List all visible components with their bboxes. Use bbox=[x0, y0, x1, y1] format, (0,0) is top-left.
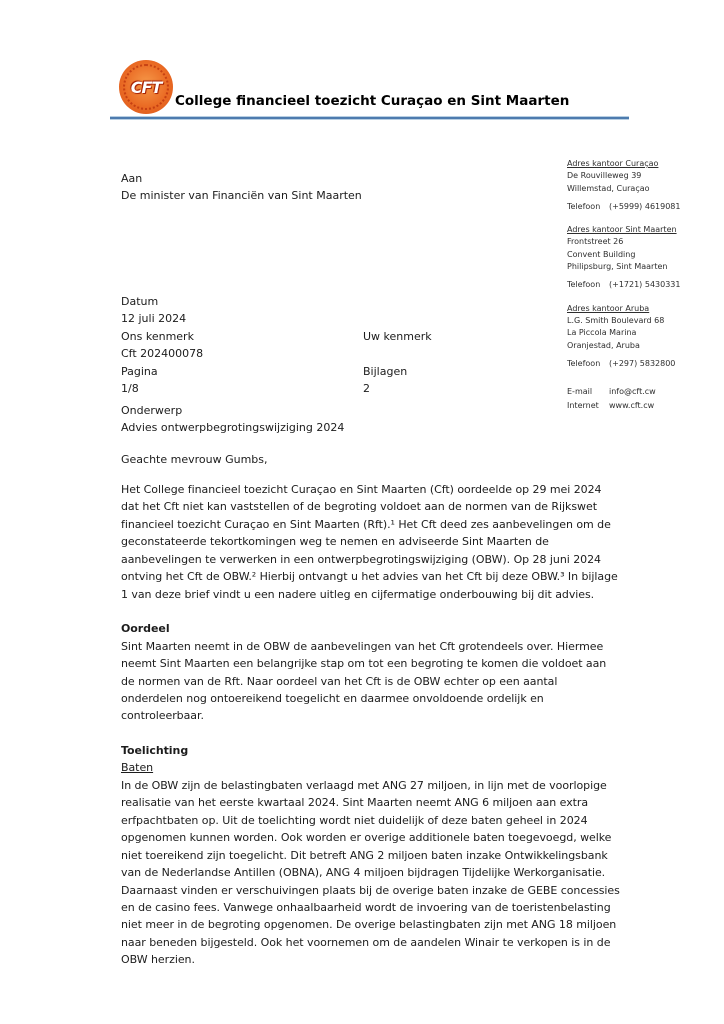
website-label: Internet bbox=[567, 401, 599, 411]
website-url: www.cft.cw bbox=[609, 401, 655, 411]
office-title: Adres kantoor Sint Maarten bbox=[567, 225, 677, 235]
subject-value: Advies ontwerpbegrotingswijziging 2024 bbox=[121, 421, 345, 435]
datum-value: 12 juli 2024 bbox=[121, 312, 187, 326]
cft-logo-icon bbox=[119, 60, 173, 114]
office-address-line: Frontstreet 26 bbox=[567, 237, 624, 247]
office-address-line: Philipsburg, Sint Maarten bbox=[567, 262, 668, 272]
bijlagen-label: Bijlagen bbox=[363, 364, 408, 378]
office-address-line: L.G. Smith Boulevard 68 bbox=[567, 315, 665, 325]
cft-logo-text: CFT bbox=[130, 77, 162, 97]
phone-label: Telefoon bbox=[567, 201, 601, 211]
datum-label: Datum bbox=[121, 295, 159, 308]
uw-kenmerk-value bbox=[363, 345, 621, 362]
baten-paragraph: In de OBW zijn de belastingbaten verlaagd met ANG 27 miljoen, in lijn met de voorlopige realisatie van het eerste kwartaal 2024. Sint Maarten neemt ANG 6 miljoen aan extra erfpachtbaten op. Uit de toelichting wordt niet duidelijk of deze baten geheel in 2024 opgenomen kunnen worden. Ook worden er overige additionele baten toegevoegd, welke niet toereikend zijn toegelicht. Dit betreft ANG 2 miljoen baten inzake Ontwikkelingsbank van de Nederlandse Antillen (OBNA), ANG 4 miljoen bijdragen Tijdelijke Werkorganisatie. Daarnaast vinden er verschuivingen plaats bij de overige baten inzake de GEBE concessies en de casino fees. Vanwege onhaalbaarheid wordt de invoering van de toeristenbelasting niet meer in de begroting opgenomen. De overige belastingbaten zijn met ANG 18 miljoen naar beneden bijgesteld. Ook het voornemen om de aandelen Winair te verkopen is in de OBW herzien. bbox=[121, 778, 620, 967]
meta-row-datum-value bbox=[121, 310, 621, 327]
intro-paragraph: Het College financieel toezicht Curaçao en Sint Maarten (Cft) oordeelde op 29 mei 2024 dat het Cft niet kan vaststellen of de begroting voldoet aan de normen van de Rijkswet financieel toezicht Curaçao en Sint Maarten (Rft).¹ Het Cft deed zes aanbevelingen om de geconstateerde tekortkomingen weg te nemen en adviseerde Sint Maarten de aanbevelingen te verwerken in een ontwerpbegrotingswijziging (OBW). Op 28 juni 2024 ontving het Cft de OBW.² Hierbij ontvangt u het advies van het Cft bij deze OBW.³ In bijlage 1 van deze brief vindt u een nadere uitleg en cijfermatige onderbouwing bij dit advies. bbox=[121, 483, 618, 601]
letter-meta-block bbox=[121, 293, 621, 397]
ons-kenmerk-label: Ons kenmerk bbox=[121, 329, 194, 343]
phone-label: Telefoon bbox=[567, 280, 601, 290]
subject-label: Onderwerp bbox=[121, 404, 183, 417]
pagina-value: 1/8 bbox=[121, 382, 139, 396]
recipient-name: De minister van Financiën van Sint Maarten bbox=[121, 189, 362, 203]
office-title: Adres kantoor Curaçao bbox=[567, 159, 659, 168]
office-address-line: De Rouvilleweg 39 bbox=[567, 171, 642, 181]
letter-body bbox=[121, 481, 621, 969]
email-address: info@cft.cw bbox=[609, 387, 656, 397]
ons-kenmerk-value: Cft 202400078 bbox=[121, 347, 204, 361]
uw-kenmerk-label: Uw kenmerk bbox=[363, 329, 432, 343]
recipient-block bbox=[121, 170, 362, 205]
phone-label: Telefoon bbox=[567, 358, 601, 368]
meta-row-pagina-labels bbox=[121, 363, 621, 380]
meta-row-datum-label bbox=[121, 293, 621, 310]
phone-number: (+1721) 5430331 bbox=[609, 280, 681, 290]
office-address-line: Willemstad, Curaçao bbox=[567, 183, 650, 193]
recipient-label: Aan bbox=[121, 172, 143, 185]
office-address-line: La Piccola Marina bbox=[567, 328, 637, 338]
office-curacao bbox=[567, 158, 712, 213]
subject-block bbox=[121, 402, 344, 437]
meta-row-kenmerk-values bbox=[121, 345, 621, 362]
bijlagen-value: 2 bbox=[363, 382, 370, 396]
phone-number: (+5999) 4619081 bbox=[609, 201, 681, 211]
oordeel-paragraph: Sint Maarten neemt in de OBW de aanbevelingen van het Cft grotendeels over. Hiermee neemt Sint Maarten een belangrijke stap om tot een begroting te komen die voldoet aan de normen van de Rft. Naar oordeel van het Cft is de OBW echter op een aantal onderdelen nog ontoereikend toegelicht en daarmee onvoldoende ordelijk en controleerbaar. bbox=[121, 639, 607, 723]
office-address-line: Oranjestad, Aruba bbox=[567, 340, 640, 350]
pagina-label: Pagina bbox=[121, 364, 158, 378]
office-title: Adres kantoor Aruba bbox=[567, 303, 650, 313]
office-phone-row bbox=[567, 201, 712, 213]
website-row bbox=[567, 400, 712, 412]
toelichting-heading: Toelichting bbox=[121, 743, 189, 757]
salutation: Geachte mevrouw Gumbs, bbox=[121, 453, 268, 466]
office-address-line: Convent Building bbox=[567, 249, 636, 259]
meta-row-pagina-values bbox=[121, 380, 621, 397]
office-sint-maarten bbox=[567, 224, 712, 291]
oordeel-heading: Oordeel bbox=[121, 622, 170, 636]
phone-number: (+297) 5832800 bbox=[609, 358, 676, 368]
email-label: E-mail bbox=[567, 387, 593, 397]
organization-title: College financieel toezicht Curaçao en Sint Maarten bbox=[175, 93, 570, 109]
baten-heading: Baten bbox=[121, 761, 154, 775]
meta-row-kenmerk-labels bbox=[121, 328, 621, 345]
header-divider bbox=[110, 117, 629, 119]
office-phone-row bbox=[567, 279, 712, 291]
